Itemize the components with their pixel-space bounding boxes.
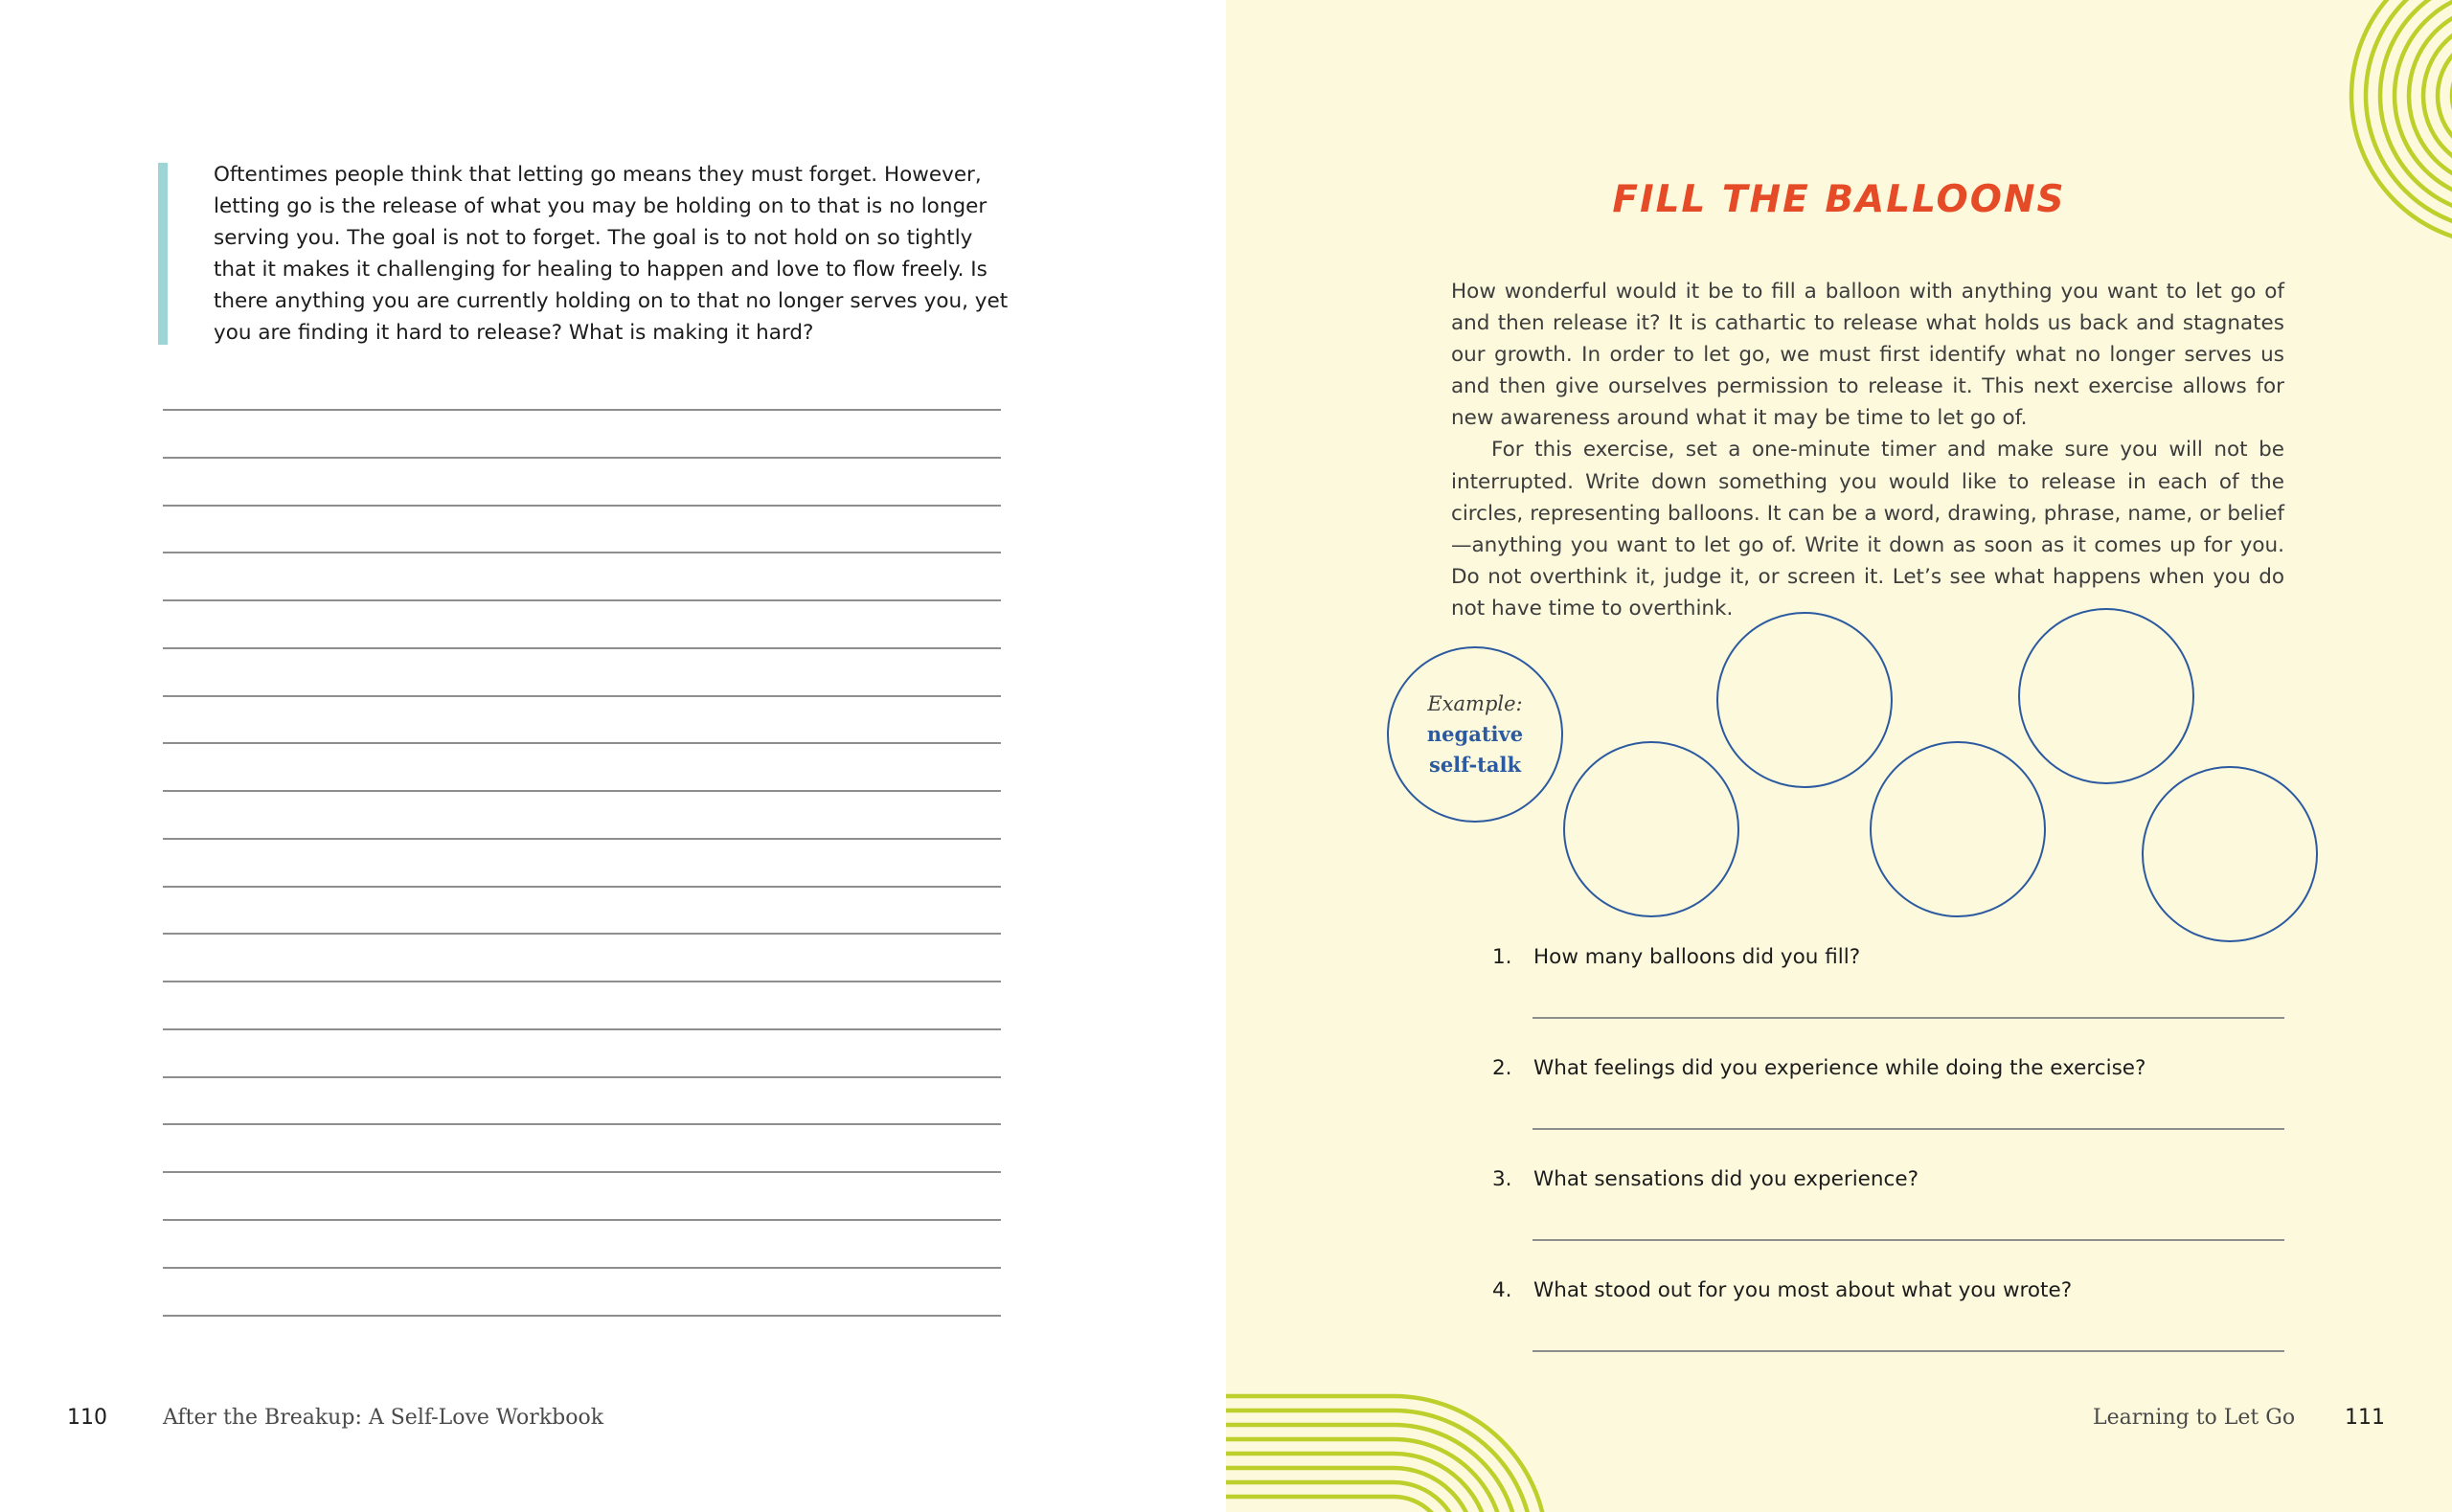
instructions-paragraph-1: How wonderful would it be to fill a balloon with anything you want to let go of and then release it? It is cathartic to release what holds us back and stagnates our growth. In order to let go, we must first identify what no longer serves us and then give ourselves permission to release it. This next exercise allows for new awareness around what it may be time to let go of.	[1451, 280, 2284, 431]
writing-line[interactable]	[163, 505, 1001, 507]
writing-line[interactable]	[163, 1219, 1001, 1221]
writing-line[interactable]	[163, 599, 1001, 601]
example-balloon	[1387, 646, 1563, 823]
running-title-right: Learning to Let Go	[2093, 1406, 2296, 1430]
writing-line[interactable]	[163, 457, 1001, 459]
journal-prompt: Oftentimes people think that letting go means they must forget. However, letting go is the release of what you may be holding on to that is no longer serving you. The goal is not to forget. The goal is to not hold on so tightly that it makes it challenging for healing to happen and love to flow freely. Is there anything you are currently holding on to that no longer serves you, yet you are finding it hard to release? What is making it hard?	[214, 163, 1009, 346]
balloon-circle[interactable]	[1563, 741, 1739, 917]
writing-line[interactable]	[163, 838, 1001, 840]
running-title-left: After the Breakup: A Self-Love Workbook	[163, 1406, 604, 1430]
balloon-circle[interactable]	[1870, 741, 2046, 917]
balloon-circle[interactable]	[1716, 612, 1893, 788]
question-text: What feelings did you experience while doing the exercise?	[1533, 1056, 2146, 1080]
writing-line[interactable]	[163, 790, 1001, 792]
answer-line[interactable]	[1532, 1017, 2284, 1019]
page-number-right: 111	[2345, 1406, 2385, 1430]
writing-line[interactable]	[163, 1171, 1001, 1173]
writing-line[interactable]	[163, 886, 1001, 888]
question-number: 1.	[1492, 945, 1512, 969]
answer-line[interactable]	[1532, 1128, 2284, 1130]
answer-line[interactable]	[1532, 1350, 2284, 1352]
writing-line[interactable]	[163, 1123, 1001, 1125]
writing-line[interactable]	[163, 1076, 1001, 1078]
exercise-title: FILL THE BALLOONS	[1612, 178, 2066, 221]
example-value-line-2: self-talk	[1429, 753, 1521, 777]
exercise-instructions	[1451, 276, 2284, 624]
balloon-circle[interactable]	[2142, 766, 2318, 942]
right-page	[1226, 0, 2452, 1512]
question-text: How many balloons did you fill?	[1533, 945, 1861, 969]
question-number: 2.	[1492, 1056, 1512, 1080]
question-number: 4.	[1492, 1278, 1512, 1302]
writing-line[interactable]	[163, 552, 1001, 553]
balloon-circle[interactable]	[2018, 608, 2194, 784]
example-label: Example:	[1427, 692, 1523, 715]
writing-line[interactable]	[163, 647, 1001, 649]
writing-line[interactable]	[163, 742, 1001, 744]
example-value-line-1: negative	[1426, 722, 1524, 746]
writing-line[interactable]	[163, 981, 1001, 982]
writing-line[interactable]	[163, 933, 1001, 935]
quote-accent-bar	[158, 163, 168, 345]
question-text: What stood out for you most about what you wrote?	[1533, 1278, 2073, 1302]
decorative-arcs-bottom-left	[1226, 1379, 1628, 1512]
writing-line[interactable]	[163, 695, 1001, 697]
writing-line[interactable]	[163, 1315, 1001, 1317]
answer-line[interactable]	[1532, 1239, 2284, 1241]
instructions-paragraph-2: For this exercise, set a one-minute timer and make sure you will not be interrupted. Write down something you would like to release in each of the circles, representing balloons. It can be a word, drawing, phrase, name, or belief—anything you want to let go of. Write it down as soon as it comes up for you. Do not overthink it, judge it, or screen it. Let’s see what happens when you do not have time to overthink.	[1451, 438, 2284, 621]
page-number-left: 110	[67, 1406, 107, 1430]
writing-line[interactable]	[163, 1267, 1001, 1269]
writing-line[interactable]	[163, 1028, 1001, 1030]
writing-line[interactable]	[163, 409, 1001, 411]
question-text: What sensations did you experience?	[1533, 1167, 1918, 1191]
question-number: 3.	[1492, 1167, 1512, 1191]
